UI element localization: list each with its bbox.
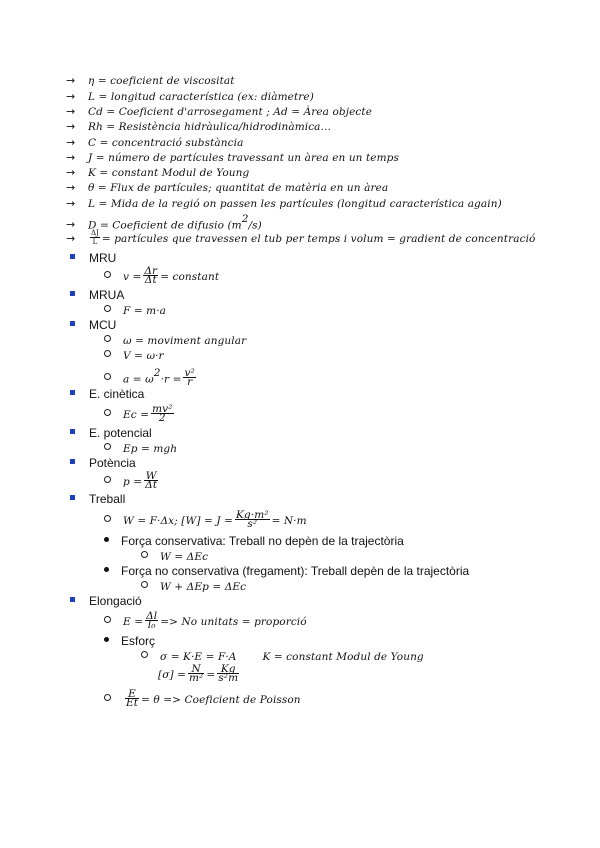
circle-bullet-icon: [104, 476, 111, 483]
definition-text: C = concentració substància: [88, 137, 244, 149]
square-bullet-icon: [70, 597, 75, 602]
definition-text: K = constant Modul de Young: [88, 167, 250, 179]
fraction-numerator: Kg: [217, 665, 239, 674]
arrow-icon: →: [66, 136, 76, 149]
formula-text: σ = K·E = F·A: [160, 651, 237, 663]
bullet-line: [104, 633, 155, 648]
section-title: Elongació: [89, 594, 142, 608]
formula-text: p =: [123, 476, 143, 488]
definition-text: J = número de partícules travessant un àrea en un temps: [88, 152, 399, 164]
definition-line: [66, 179, 388, 195]
circle-bullet-icon: [141, 551, 148, 558]
circle-bullet-icon: [104, 335, 111, 342]
arrow-icon: →: [66, 166, 76, 179]
definition-line: [66, 118, 331, 134]
section-heading: [70, 386, 144, 401]
dot-bullet-icon: [104, 637, 109, 642]
dot-bullet-icon: [104, 537, 109, 542]
formula-text: Ec =: [123, 409, 150, 421]
circle-bullet-icon: [104, 350, 111, 357]
formula-text: ·r =: [160, 373, 182, 386]
formula-text: W + ΔEp = ΔEc: [160, 581, 247, 593]
definition-line: [66, 229, 535, 246]
fraction-numerator: mv²: [152, 403, 173, 415]
bullet-text: Força conservativa: Treball no depèn de la trajectòria: [121, 534, 404, 548]
fraction: [145, 612, 158, 629]
section-title: E. cinètica: [89, 387, 145, 401]
square-bullet-icon: [70, 390, 75, 395]
definition-text: /s): [248, 219, 262, 232]
section-heading: [70, 425, 152, 440]
formula-line: [104, 405, 176, 422]
formula-text: ω = moviment angular: [123, 335, 247, 347]
section-heading: [70, 250, 116, 265]
formula-text: F = m·a: [123, 305, 167, 317]
fraction: [235, 511, 270, 528]
section-heading: [70, 593, 142, 608]
formula-text: V = ω·r: [123, 350, 164, 362]
definition-text: L = longitud característica (ex: diàmetre): [88, 91, 314, 103]
arrow-icon: →: [66, 105, 76, 118]
formula-line: [104, 332, 246, 348]
formula-line: [104, 612, 307, 629]
arrow-icon: →: [66, 74, 76, 87]
fraction: [217, 665, 239, 682]
fraction-denominator: L: [92, 238, 98, 246]
fraction-denominator: s²m: [218, 672, 239, 684]
arrow-icon: →: [66, 232, 76, 245]
section-heading: [70, 455, 136, 470]
fraction-numerator: E: [125, 690, 139, 699]
exponent: 2: [241, 213, 249, 225]
square-bullet-icon: [70, 459, 75, 464]
arrow-icon: →: [66, 90, 76, 103]
square-bullet-icon: [70, 291, 75, 296]
circle-bullet-icon: [104, 694, 111, 701]
formula-text: = θ => Coeficient de Poisson: [141, 694, 301, 706]
formula-text: =: [206, 669, 216, 681]
definition-text: Rh = Resistència hidràulica/hidrodinàmica…: [88, 121, 332, 133]
formula-text: => No unitats = proporció: [160, 616, 307, 628]
definition-text: θ = Flux de partícules; quantitat de matèria en un àrea: [88, 182, 389, 194]
fraction-denominator: m²: [189, 672, 204, 684]
formula-line: [104, 347, 164, 363]
arrow-icon: →: [66, 218, 76, 232]
section-title: MCU: [89, 318, 117, 332]
fraction: [151, 405, 173, 422]
circle-bullet-icon: [104, 616, 111, 623]
section-title: E. potencial: [89, 426, 152, 440]
circle-bullet-icon: [104, 271, 111, 278]
square-bullet-icon: [70, 321, 75, 326]
definition-line: [66, 149, 399, 165]
definition-text: L = Mida de la regió on passen les partícules (longitud característica again): [88, 198, 502, 210]
fraction: [143, 267, 158, 284]
formula-text: = N·m: [271, 515, 307, 527]
circle-bullet-icon: [141, 651, 148, 658]
formula-line: [104, 366, 198, 389]
circle-bullet-icon: [141, 581, 148, 588]
section-title: Treball: [89, 492, 126, 506]
formula-text: K = constant Modul de Young: [262, 651, 424, 663]
fraction: [183, 367, 195, 389]
bullet-line: [104, 533, 404, 548]
definition-line: [66, 164, 249, 180]
square-bullet-icon: [70, 429, 75, 434]
fraction-numerator: N: [188, 665, 204, 674]
fraction-denominator: l₀: [147, 619, 156, 631]
section-title: Potència: [89, 456, 136, 470]
circle-bullet-icon: [104, 305, 111, 312]
formula-text: W = F·Δx; [W] = J =: [123, 515, 233, 527]
square-bullet-icon: [70, 254, 75, 259]
fraction-denominator: s²: [247, 518, 258, 530]
definition-text: Cd = Coeficient d'arrosegament ; Ad = Àrea objecte: [88, 106, 373, 118]
exponent: 2: [153, 367, 161, 379]
circle-bullet-icon: [104, 373, 111, 380]
fraction: [125, 690, 139, 707]
formula-line: [104, 472, 160, 489]
formula-line: [141, 548, 208, 564]
formula-line: [104, 511, 307, 528]
fraction-denominator: Et: [126, 697, 139, 709]
formula-line: [141, 648, 424, 664]
fraction-numerator: v²: [184, 367, 195, 380]
formula-text: v =: [123, 271, 142, 283]
formula-line: [104, 440, 177, 456]
formula-text: E =: [123, 616, 144, 628]
section-heading: [70, 491, 125, 506]
definition-line: [66, 103, 372, 119]
definition-text: = partícules que travessen el tub per temps i volum = gradient de concentració: [101, 233, 536, 245]
definition-line: [66, 134, 243, 150]
section-title: MRUA: [89, 288, 125, 302]
fraction-denominator: 2: [158, 412, 166, 424]
fraction-denominator: r: [187, 376, 193, 389]
square-bullet-icon: [70, 495, 75, 500]
formula-text: Ep = mgh: [123, 443, 178, 455]
arrow-icon: →: [66, 181, 76, 194]
circle-bullet-icon: [104, 515, 111, 522]
definition-text: D = Coeficient de difusio (m: [88, 219, 242, 232]
fraction-denominator: Δt: [145, 479, 158, 491]
fraction: [188, 665, 204, 682]
section-heading: [70, 317, 116, 332]
dot-bullet-icon: [104, 567, 109, 572]
definition-line: [66, 88, 314, 104]
arrow-icon: →: [66, 151, 76, 164]
arrow-icon: →: [66, 120, 76, 133]
bullet-text: Esforç: [121, 634, 156, 648]
formula-text: W = ΔEc: [160, 551, 209, 563]
definition-line: [66, 195, 502, 211]
formula-text: = constant: [160, 271, 220, 283]
fraction-numerator: Kg·m²: [235, 509, 269, 521]
definition-text: η = coeficient de viscositat: [88, 75, 235, 87]
formula-line: [158, 665, 241, 682]
formula-line: [104, 267, 219, 284]
fraction-numerator: Δl: [146, 610, 158, 622]
section-title: MRU: [89, 251, 117, 265]
bullet-line: [104, 563, 469, 578]
fraction-numerator: ΔJ: [91, 229, 99, 237]
definition-line: [66, 72, 235, 88]
circle-bullet-icon: [104, 409, 111, 416]
fraction: [144, 472, 158, 489]
formula-text: a = ω: [123, 373, 154, 386]
fraction-denominator: Δt: [144, 274, 157, 286]
fraction: [90, 229, 100, 246]
section-heading: [70, 287, 124, 302]
bullet-text: Força no conservativa (fregament): Treball depèn de la trajectòria: [121, 564, 470, 578]
fraction-numerator: Δr: [144, 265, 158, 277]
fraction-numerator: W: [145, 470, 157, 482]
formula-line: [104, 302, 166, 318]
circle-bullet-icon: [104, 443, 111, 450]
formula-line: [104, 690, 301, 707]
formula-line: [141, 578, 246, 594]
formula-text: [σ] =: [158, 669, 186, 681]
arrow-icon: →: [66, 197, 76, 210]
